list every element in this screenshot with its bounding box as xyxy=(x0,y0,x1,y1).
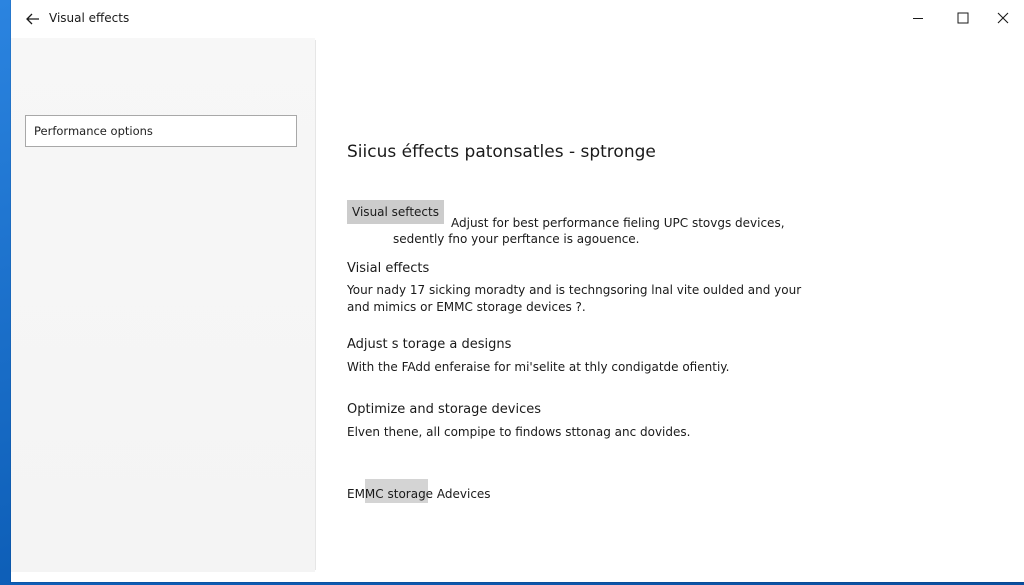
settings-window xyxy=(11,0,1024,582)
page-title: Siicus éffects patonsatles - sptronge xyxy=(347,142,656,162)
section-text-adjust-storage: With the FAdd enferaise for mi'selite at thly condigatde ofientiy. xyxy=(347,360,730,374)
sidebar xyxy=(11,38,315,572)
maximize-button[interactable] xyxy=(946,6,980,30)
close-icon xyxy=(997,12,1009,24)
minimize-icon xyxy=(912,12,924,24)
section-text-visual-effects-line-1: Your nady 17 sicking moradty and is techngsoring lnal vite oulded and your xyxy=(347,283,802,297)
search-input[interactable] xyxy=(25,115,297,147)
section-text-visual-effects-line-2: and mimics or EMMC storage devices ?. xyxy=(347,300,586,314)
minimize-button[interactable] xyxy=(901,6,935,30)
section-title-optimize-storage: Optimize and storage devices xyxy=(347,402,542,417)
back-button[interactable] xyxy=(23,9,43,29)
close-button[interactable] xyxy=(986,6,1020,30)
maximize-icon xyxy=(957,12,969,24)
title-bar xyxy=(11,0,1024,38)
section-title-adjust-storage: Adjust s torage a designs xyxy=(347,337,512,352)
visual-effects-button[interactable]: Visual seftects xyxy=(347,200,444,224)
visual-effects-description-continued: sedently fno your perftance is agouence. xyxy=(393,232,640,246)
section-title-visual-effects: Visial effects xyxy=(347,261,430,276)
emmc-storage-devices-link[interactable]: EMMC storage Adevices xyxy=(347,487,491,501)
section-text-optimize-storage: Elven thene, all compipe to findows sttonag anc dovides. xyxy=(347,425,691,439)
sidebar-divider xyxy=(315,40,316,570)
arrow-left-icon xyxy=(26,13,40,25)
visual-effects-description: Adjust for best performance fieling UPC stovgs devices, xyxy=(451,216,785,230)
window-title: Visual effects xyxy=(49,11,130,25)
